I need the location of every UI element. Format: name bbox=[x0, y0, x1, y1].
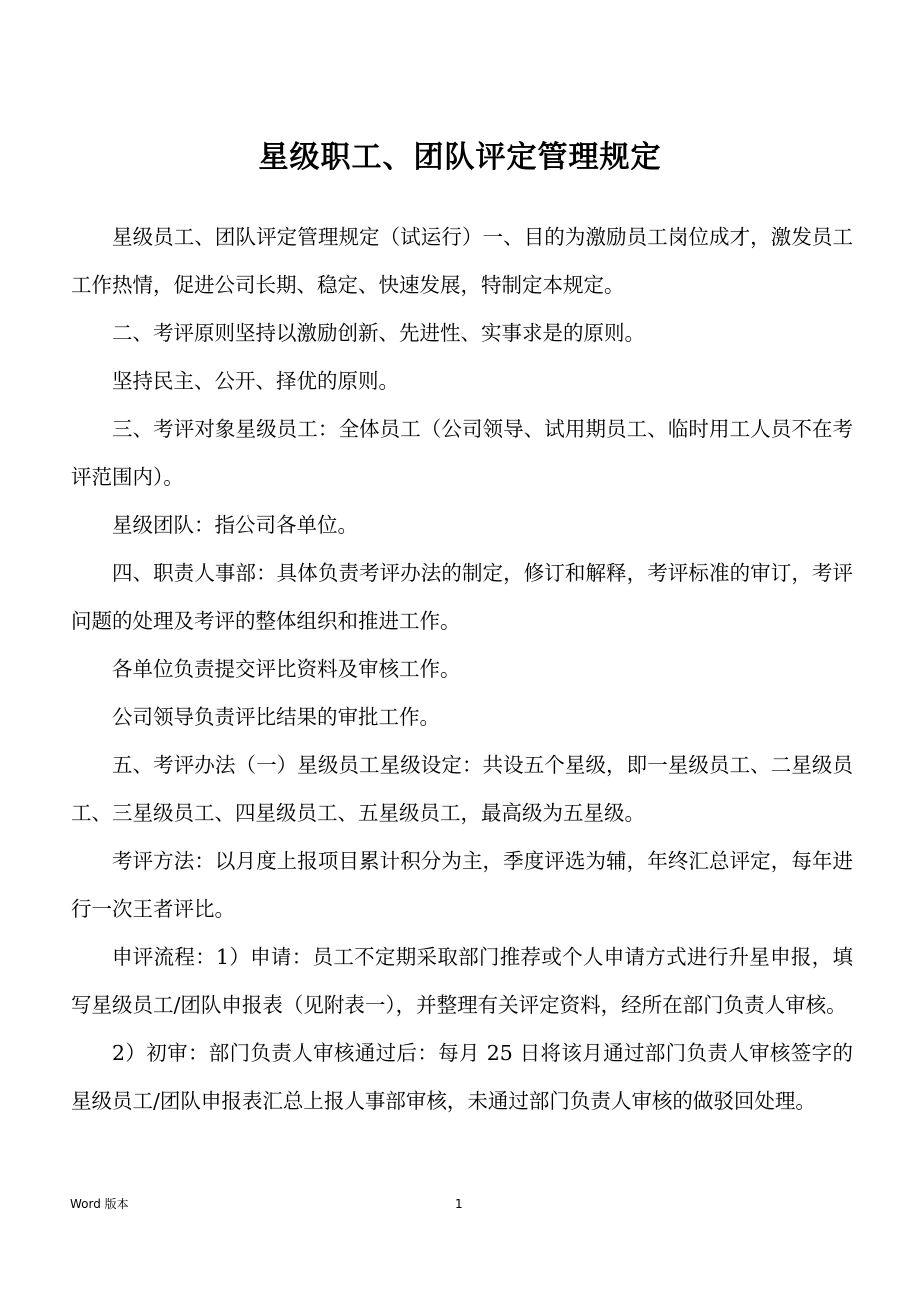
document-title: 星级职工、团队评定管理规定 bbox=[258, 140, 662, 175]
paragraph: 星级团队：指公司各单位。 bbox=[112, 513, 358, 537]
paragraph: 申评流程：1）申请：员工不定期采取部门推荐或个人申请方式进行升星申报，填写星级员工/团队申报表（见附表一），并整理有关评定资料，经所在部门负责人审核。 bbox=[71, 945, 853, 1017]
paragraph: 考评方法：以月度上报项目累计积分为主，季度评选为辅，年终汇总评定，每年进行一次王者评比。 bbox=[71, 849, 853, 921]
paragraph: 三、考评对象星级员工：全体员工（公司领导、试用期员工、临时用工人员不在考评范围内）。 bbox=[71, 417, 853, 489]
document-body bbox=[71, 213, 853, 1125]
paragraph: 星级员工、团队评定管理规定（试运行）一、目的为激励员工岗位成才，激发员工工作热情，促进公司长期、稳定、快速发展，特制定本规定。 bbox=[71, 225, 853, 297]
paragraph: 2）初审：部门负责人审核通过后：每月 25 日将该月通过部门负责人审核签字的星级员工/团队申报表汇总上报人事部审核，未通过部门负责人审核的做驳回处理。 bbox=[71, 1041, 853, 1113]
paragraph: 坚持民主、公开、择优的原则。 bbox=[112, 369, 399, 393]
paragraph: 公司领导负责评比结果的审批工作。 bbox=[112, 705, 440, 729]
footer-label: Word 版本 bbox=[70, 1197, 129, 1211]
page-footer bbox=[0, 1194, 920, 1214]
paragraph: 各单位负责提交评比资料及审核工作。 bbox=[112, 657, 461, 681]
page-number: 1 bbox=[455, 1197, 463, 1211]
paragraph: 四、职责人事部：具体负责考评办法的制定，修订和解释，考评标准的审订，考评问题的处理及考评的整体组织和推进工作。 bbox=[71, 561, 853, 633]
paragraph: 二、考评原则坚持以激励创新、先进性、实事求是的原则。 bbox=[112, 321, 645, 345]
paragraph: 五、考评办法（一）星级员工星级设定：共设五个星级，即一星级员工、二星级员工、三星级员工、四星级员工、五星级员工，最高级为五星级。 bbox=[71, 753, 853, 825]
